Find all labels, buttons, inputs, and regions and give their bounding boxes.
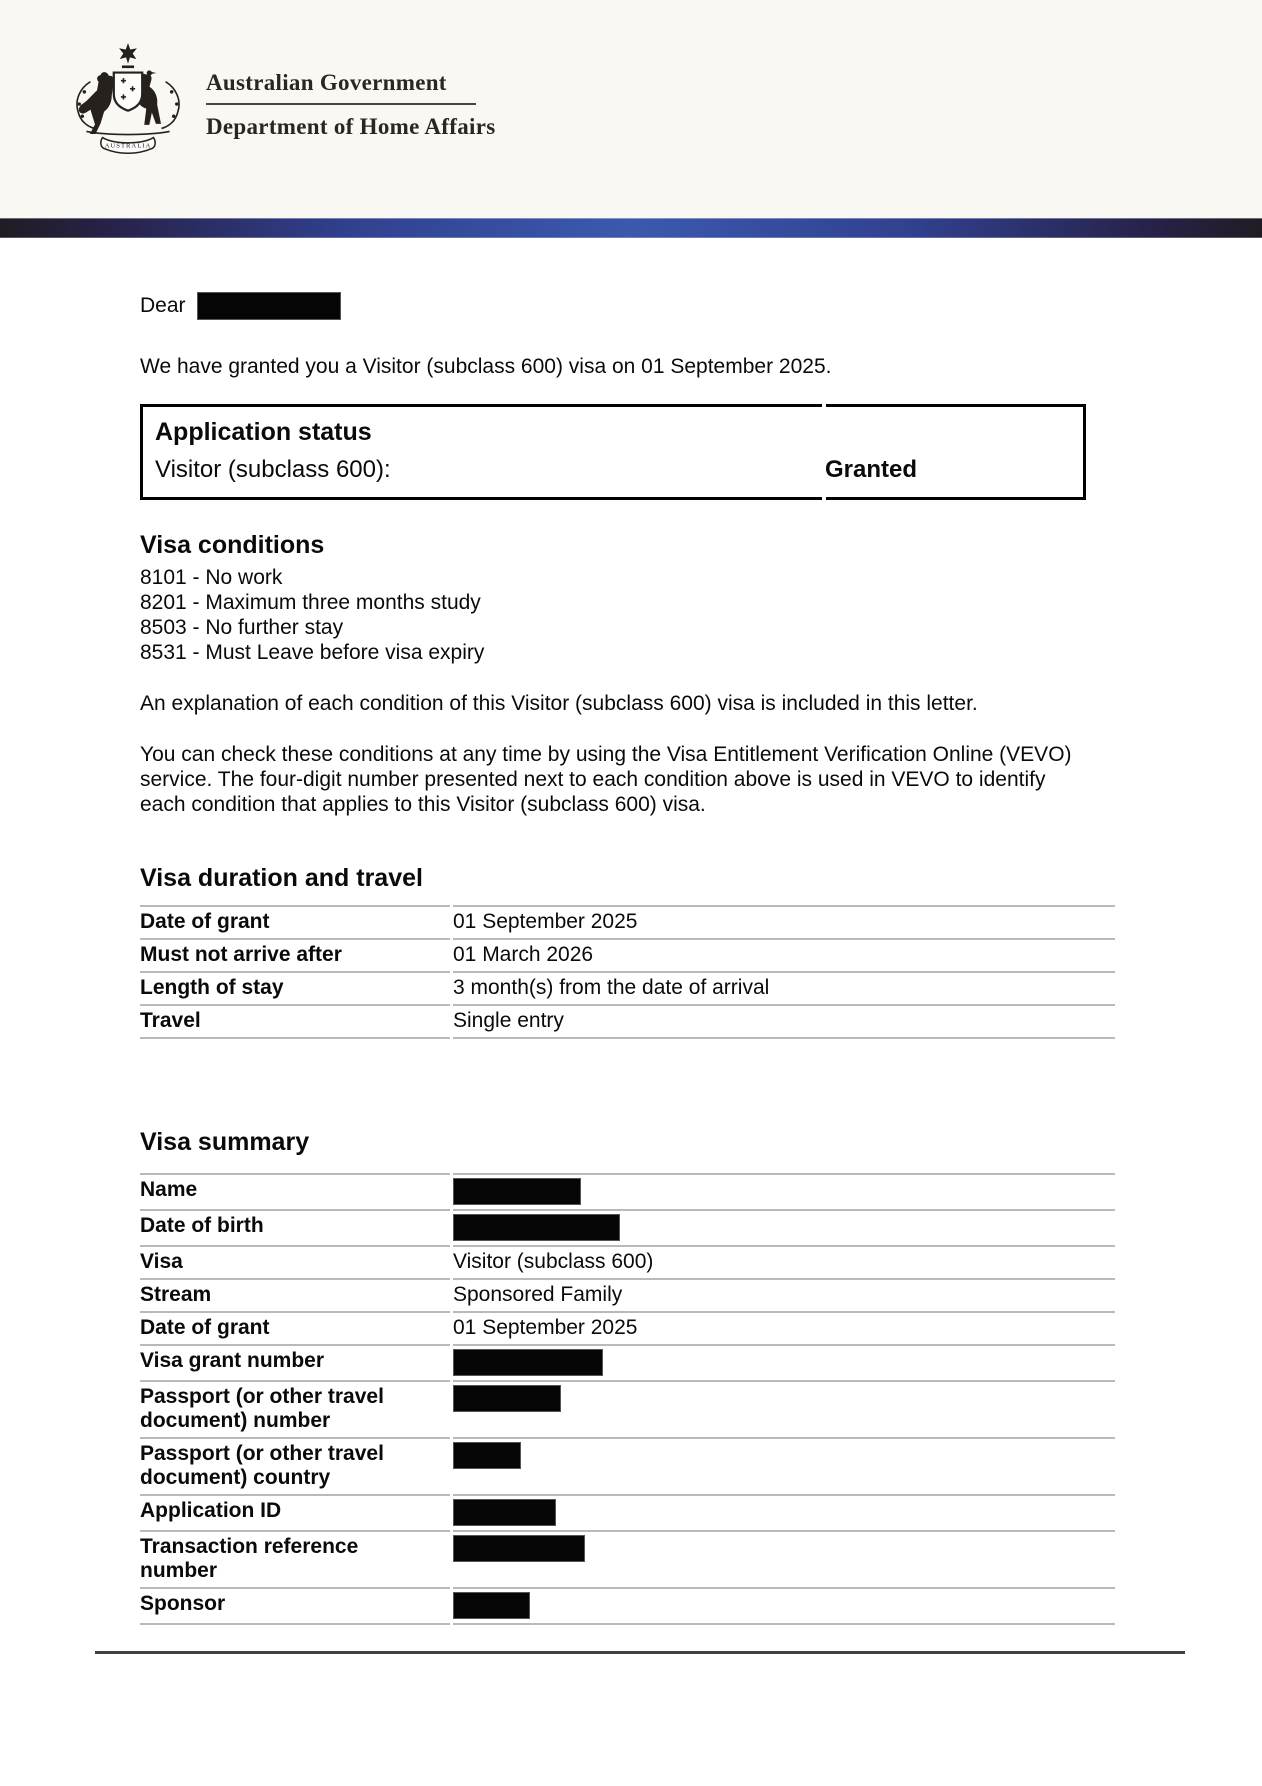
application-status-row: [155, 455, 1071, 485]
row-value: [453, 1437, 1115, 1494]
row-value: 01 September 2025: [453, 905, 1115, 938]
australian-coat-of-arms-icon: [62, 40, 194, 162]
letter-body: [0, 238, 1262, 1654]
agency-titles: [206, 70, 495, 140]
table-row: [140, 971, 1115, 1004]
row-value: Single entry: [453, 1004, 1115, 1037]
table-row: [140, 1278, 1115, 1311]
banner-text: AUSTRALIA: [104, 142, 152, 150]
row-label: Date of birth: [140, 1209, 450, 1245]
grant-intro-paragraph: We have granted you a Visitor (subclass 600) visa on 01 September 2025.: [140, 355, 832, 378]
row-value: [453, 1173, 1115, 1209]
row-label: Sponsor: [140, 1587, 450, 1623]
salutation-line: [140, 292, 1115, 320]
header-gradient-band: [0, 218, 1262, 238]
table-row: [140, 1587, 1115, 1623]
row-value: [453, 1494, 1115, 1530]
table-bottom-rule: [140, 1037, 1115, 1039]
table-row: [140, 1437, 1115, 1494]
visa-duration-table: [140, 905, 1115, 1039]
row-label: Transaction reference number: [140, 1530, 450, 1587]
row-value: 3 month(s) from the date of arrival: [453, 971, 1115, 1004]
department-title: Department of Home Affairs: [206, 114, 496, 139]
row-label: Must not arrive after: [140, 938, 450, 971]
row-value: Sponsored Family: [453, 1278, 1115, 1311]
row-value: [453, 1209, 1115, 1245]
status-box-column-tick-bottom: [822, 497, 826, 500]
footer-divider-rule: [95, 1651, 1185, 1654]
row-label: Length of stay: [140, 971, 450, 1004]
government-title: Australian Government: [206, 70, 447, 95]
status-row-value: Granted: [825, 456, 918, 483]
table-row: [140, 1530, 1115, 1587]
letterhead: [0, 0, 1262, 218]
redaction-box: [453, 1349, 603, 1376]
row-label: Travel: [140, 1004, 450, 1037]
vevo-paragraph: You can check these conditions at any time by using the Visa Entitlement Verification Online (VEVO) service. The four-digit number presented next to each condition above is used in VEVO to identify each condition that applies to this Visitor (subclass 600) visa.: [140, 743, 1072, 816]
table-row: [140, 1209, 1115, 1245]
table-row: [140, 1494, 1115, 1530]
redaction-box: [453, 1385, 561, 1412]
table-row: [140, 1173, 1115, 1209]
table-bottom-rule: [140, 1623, 1115, 1625]
row-label: Visa: [140, 1245, 450, 1278]
table-row: [140, 1344, 1115, 1380]
row-label: Visa grant number: [140, 1344, 450, 1380]
table-row: [140, 905, 1115, 938]
row-value: [453, 1344, 1115, 1380]
visa-condition-item: 8201 - Maximum three months study: [140, 591, 481, 614]
redaction-box: [453, 1592, 530, 1619]
row-value: [453, 1380, 1115, 1437]
table-row: [140, 1245, 1115, 1278]
redaction-box: [453, 1178, 581, 1205]
row-value: 01 March 2026: [453, 938, 1115, 971]
status-row-label: Visitor (subclass 600):: [155, 456, 391, 483]
row-label: Date of grant: [140, 1311, 450, 1344]
redaction-box: [453, 1499, 556, 1526]
row-label: Stream: [140, 1278, 450, 1311]
table-row: [140, 938, 1115, 971]
visa-summary-heading: Visa summary: [140, 1128, 310, 1156]
visa-duration-heading: Visa duration and travel: [140, 864, 423, 892]
salutation-redaction-box: [197, 292, 341, 320]
table-row: [140, 1004, 1115, 1037]
table-row: [140, 1311, 1115, 1344]
visa-condition-item: 8101 - No work: [140, 566, 283, 589]
row-label: Date of grant: [140, 905, 450, 938]
row-label: Passport (or other travel document) number: [140, 1380, 450, 1437]
row-value: 01 September 2025: [453, 1311, 1115, 1344]
visa-conditions-heading: Visa conditions: [140, 531, 325, 559]
row-label: Passport (or other travel document) country: [140, 1437, 450, 1494]
redaction-box: [453, 1214, 620, 1241]
agency-divider: [206, 103, 476, 105]
application-status-title: Application status: [155, 418, 372, 446]
visa-summary-table: [140, 1173, 1115, 1625]
row-value: [453, 1530, 1115, 1587]
application-status-box: [140, 404, 1086, 500]
salutation-text: Dear: [140, 294, 186, 317]
kangaroo-icon: [79, 72, 115, 134]
visa-condition-item: 8503 - No further stay: [140, 616, 344, 639]
row-label: Name: [140, 1173, 450, 1209]
row-label: Application ID: [140, 1494, 450, 1530]
visa-condition-item: 8531 - Must Leave before visa expiry: [140, 641, 485, 664]
shield-icon: [114, 73, 142, 111]
table-row: [140, 1380, 1115, 1437]
row-value: Visitor (subclass 600): [453, 1245, 1115, 1278]
visa-conditions-list: [140, 565, 1115, 665]
conditions-explanation-paragraph: An explanation of each condition of this Visitor (subclass 600) visa is included in this letter.: [140, 692, 978, 715]
row-value: [453, 1587, 1115, 1623]
redaction-box: [453, 1442, 521, 1469]
redaction-box: [453, 1535, 585, 1562]
commonwealth-star-icon: [119, 43, 137, 64]
status-box-column-tick-top: [822, 404, 826, 407]
